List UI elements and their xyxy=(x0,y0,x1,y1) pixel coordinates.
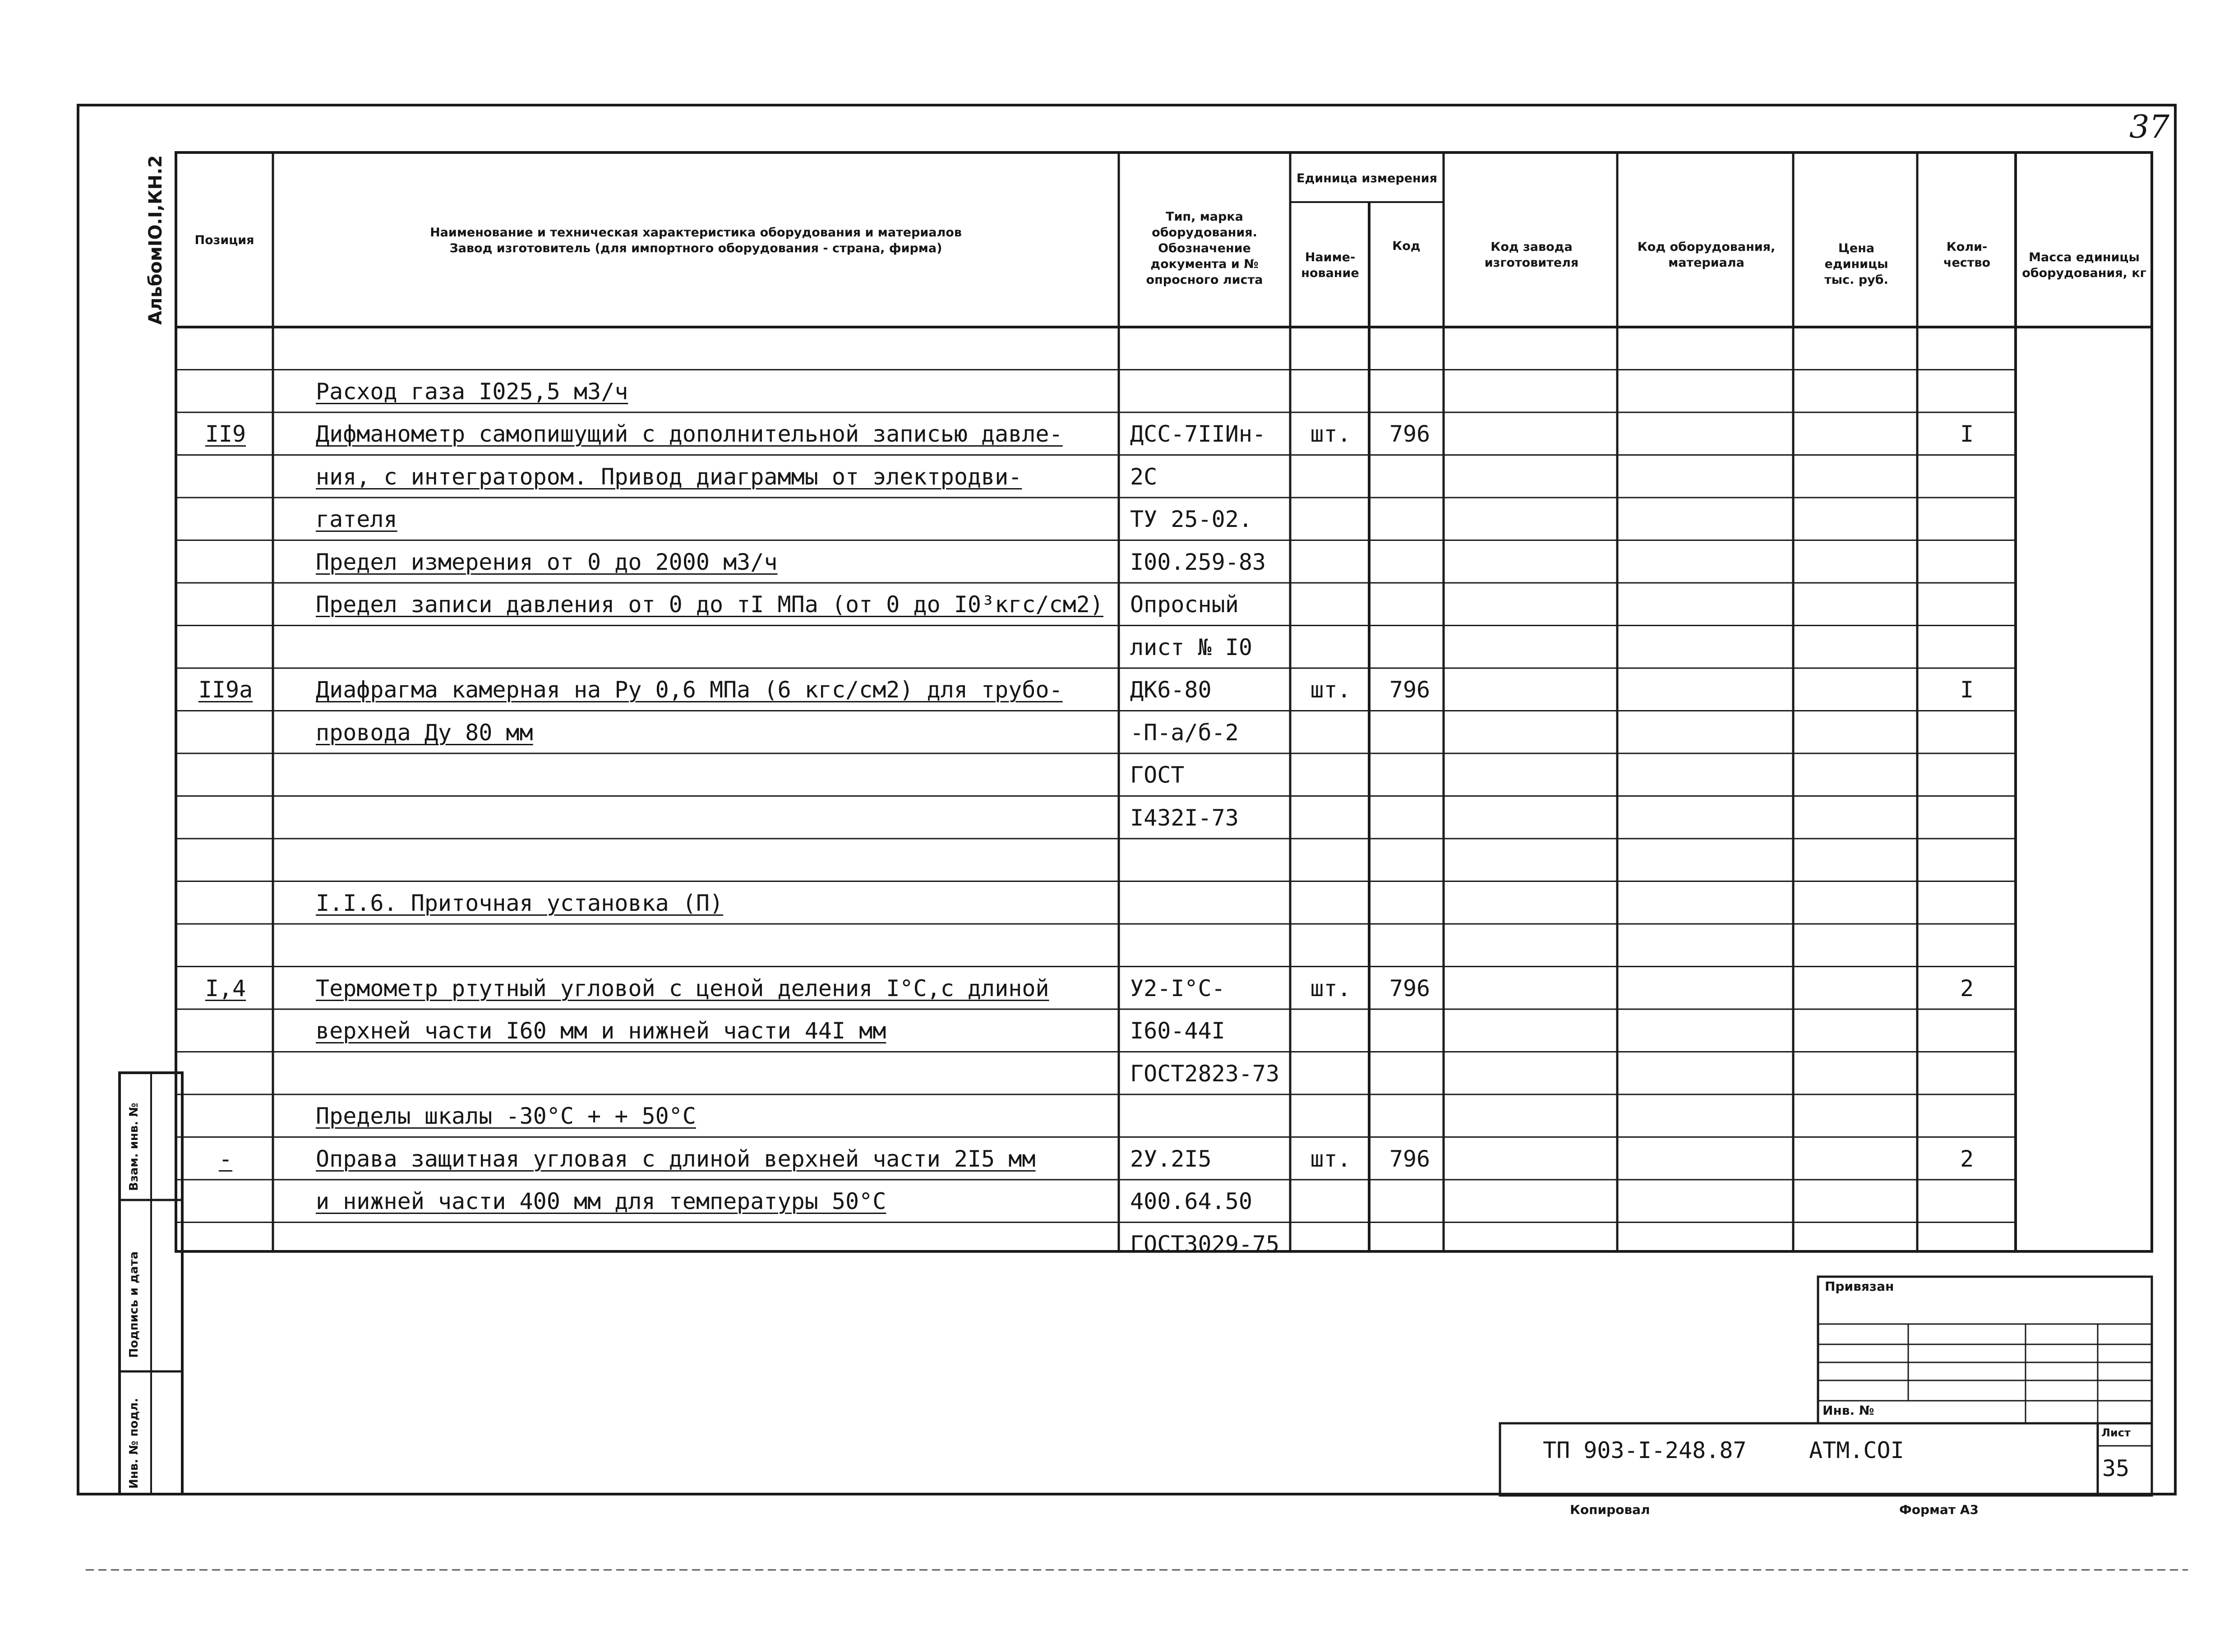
header-position: Позиция xyxy=(194,233,254,247)
row-qty: I xyxy=(1960,421,1974,447)
row-type: ГОСТ xyxy=(1130,762,1185,788)
row-type: Опросный xyxy=(1130,591,1239,618)
row-qty: I xyxy=(1960,677,1974,703)
row-code: 796 xyxy=(1389,1145,1430,1172)
header-name xyxy=(275,156,1117,325)
row-name: Предел измерения от 0 до 2000 м3/ч xyxy=(316,549,778,575)
inv-original-label: Инв. № подл. xyxy=(127,1398,141,1489)
header-price: Цена единицы тыс. руб. xyxy=(1824,241,1888,287)
doc-mark: АТМ.СОI xyxy=(1809,1437,1904,1463)
doc-code: ТП 903-I-248.87 xyxy=(1543,1437,1747,1463)
row-type: -П-а/б-2 xyxy=(1130,719,1239,746)
sheet-label: Лист xyxy=(2101,1426,2131,1439)
copied-label: Копировал xyxy=(1570,1502,1650,1517)
format-label: Формат А3 xyxy=(1899,1502,1979,1517)
row-type: I00.259-83 xyxy=(1130,549,1266,575)
row-name: верхней части I60 мм и нижней части 44I мм xyxy=(316,1018,886,1044)
row-type: 2У.2I5 xyxy=(1130,1145,1212,1172)
row-name: и нижней части 400 мм для температуры 50°С xyxy=(316,1188,886,1214)
header-type-mark: Тип, марка оборудования. Обозначение документа и № опросного листа xyxy=(1146,209,1263,287)
row-name: гателя xyxy=(316,506,397,532)
page-number: 37 xyxy=(2129,108,2170,145)
header-quantity: Коли-чество xyxy=(1943,240,1991,270)
sheet-number: 35 xyxy=(2102,1455,2130,1481)
row-unit: шт. xyxy=(1310,975,1351,1001)
row-type: ГОСТ2823-73 xyxy=(1130,1060,1280,1087)
privyazan-label: Привязан xyxy=(1825,1279,1894,1294)
row-name: Термометр ртутный угловой с ценой деления I°С,с длиной xyxy=(316,975,1049,1001)
row-type: I432I-73 xyxy=(1130,804,1239,831)
row-name: I.I.6. Приточная установка (П) xyxy=(316,890,724,916)
row-type: ТУ 25-02. xyxy=(1130,506,1252,532)
row-type: лист № I0 xyxy=(1130,634,1252,660)
row-pos: II9а xyxy=(198,677,253,703)
row-name: Расход газа I025,5 м3/ч xyxy=(316,378,628,405)
row-code: 796 xyxy=(1389,421,1430,447)
row-type: 2С xyxy=(1130,463,1158,490)
row-unit: шт. xyxy=(1310,1145,1351,1172)
row-name: Дифманометр самопишущий с дополнительной записью давле- xyxy=(316,421,1063,447)
row-pos: - xyxy=(218,1145,233,1172)
inv-replace-label: Взам. инв. № xyxy=(127,1103,141,1191)
row-name: провода Ду 80 мм xyxy=(316,719,533,746)
row-type: ДСС-7IIИн- xyxy=(1130,421,1266,447)
header-unit-group: Единица измерения xyxy=(1297,171,1437,185)
row-type: 400.64.50 xyxy=(1130,1188,1252,1214)
inv-no-label: Инв. № xyxy=(1823,1403,1874,1418)
row-type: ДК6-80 xyxy=(1130,677,1212,703)
row-name: Оправа защитная угловая с длиной верхней части 2I5 мм xyxy=(316,1145,1036,1172)
row-code: 796 xyxy=(1389,975,1430,1001)
row-qty: 2 xyxy=(1960,1145,1974,1172)
row-name: Предел записи давления от 0 до тI МПа (от 0 до I0³кгс/см2) xyxy=(316,591,1103,618)
row-pos: II9 xyxy=(205,421,246,447)
row-type: I60-44I xyxy=(1130,1018,1225,1044)
header-mass: Масса единицы оборудования, кг xyxy=(2022,250,2146,280)
row-qty: 2 xyxy=(1960,975,1974,1001)
row-name: Диафрагма камерная на Ру 0,6 МПа (6 кгс/см2) для трубо- xyxy=(316,677,1063,703)
header-unit-code: Код xyxy=(1392,239,1421,253)
row-pos: I,4 xyxy=(205,975,246,1001)
header-plant-code: Код завода изготовителя xyxy=(1484,240,1579,270)
sign-date-label: Подпись и дата xyxy=(127,1251,141,1358)
header-name-line2: Завод изготовитель (для импортного оборудования - страна, фирма) xyxy=(449,241,942,255)
row-name: ния, с интегратором. Привод диаграммы от электродви- xyxy=(316,463,1022,490)
header-name-line1: Наименование и техническая характеристика оборудования и материалов xyxy=(430,225,962,240)
row-code: 796 xyxy=(1389,677,1430,703)
row-type: ГОСТ3029-75 xyxy=(1130,1231,1280,1257)
album-label: АльбомIO.I,КН.2 xyxy=(145,155,166,325)
header-equipment-code: Код оборудования, материала xyxy=(1637,240,1776,270)
row-unit: шт. xyxy=(1310,677,1351,703)
row-type: У2-I°С- xyxy=(1130,975,1225,1001)
row-unit: шт. xyxy=(1310,421,1351,447)
header-unit-name: Наиме-нование xyxy=(1301,250,1359,280)
row-name: Пределы шкалы -30°С + + 50°С xyxy=(316,1103,696,1129)
